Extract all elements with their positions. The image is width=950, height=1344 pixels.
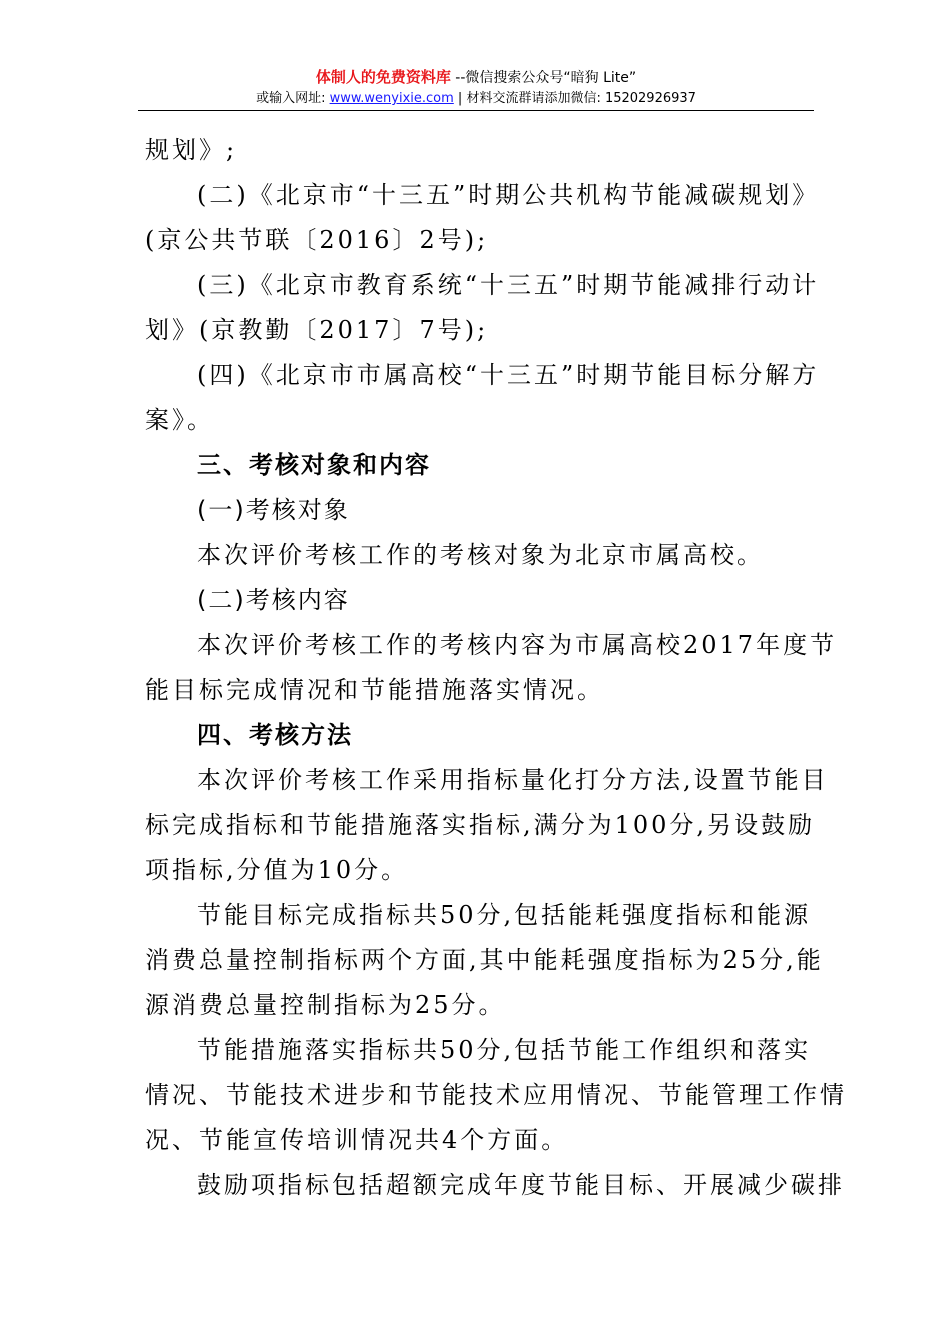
website-link[interactable]: www.wenyixie.com	[329, 91, 454, 106]
body-line: (三)《北京市教育系统“十三五”时期节能减排行动计	[197, 271, 820, 299]
body-line: (京公共节联〔2016〕2号);	[145, 226, 489, 254]
section-heading-3: 三、考核对象和内容	[197, 451, 431, 479]
url-prefix: 或输入网址:	[256, 91, 330, 106]
section-heading-4: 四、考核方法	[197, 721, 353, 749]
body-line: 源消费总量控制指标为25分。	[145, 991, 506, 1019]
header-tagline: --微信搜索公众号“暗狗 Lite”	[450, 70, 637, 86]
body-line: 本次评价考核工作采用指标量化打分方法,设置节能目	[197, 766, 829, 794]
subsection-heading: (二)考核内容	[197, 586, 350, 614]
body-line: 标完成指标和节能措施落实指标,满分为100分,另设鼓励	[145, 811, 816, 839]
header-line-2	[138, 90, 814, 108]
brand-title: 体制人的免费资料库	[315, 68, 451, 86]
document-body	[145, 128, 847, 1208]
body-line: 案》。	[145, 406, 214, 434]
body-line: 节能目标完成指标共50分,包括能耗强度指标和能源	[197, 901, 812, 929]
body-line: 况、节能宣传培训情况共4个方面。	[145, 1126, 569, 1154]
body-line: 本次评价考核工作的考核对象为北京市属高校。	[197, 541, 764, 569]
subsection-heading: (一)考核对象	[197, 496, 350, 524]
body-line: 划》(京教勤〔2017〕7号);	[145, 316, 489, 344]
body-line: (二)《北京市“十三五”时期公共机构节能减碳规划》	[197, 181, 820, 209]
header-line-1	[138, 68, 814, 87]
body-line: 消费总量控制指标两个方面,其中能耗强度指标为25分,能	[145, 946, 824, 974]
body-line: 节能措施落实指标共50分,包括节能工作组织和落实	[197, 1036, 812, 1064]
body-line: 规划》;	[145, 136, 238, 164]
body-line: 本次评价考核工作的考核内容为市属高校2017年度节	[197, 631, 838, 659]
body-line: 鼓励项指标包括超额完成年度节能目标、开展减少碳排	[197, 1171, 845, 1199]
body-line: 情况、节能技术进步和节能技术应用情况、节能管理工作情	[145, 1081, 847, 1109]
contact-info: | 材料交流群请添加微信: 15202926937	[453, 91, 696, 106]
body-line: (四)《北京市市属高校“十三五”时期节能目标分解方	[197, 361, 820, 389]
body-line: 项指标,分值为10分。	[145, 856, 409, 884]
body-line: 能目标完成情况和节能措施落实情况。	[145, 676, 604, 704]
page-header	[138, 66, 814, 111]
